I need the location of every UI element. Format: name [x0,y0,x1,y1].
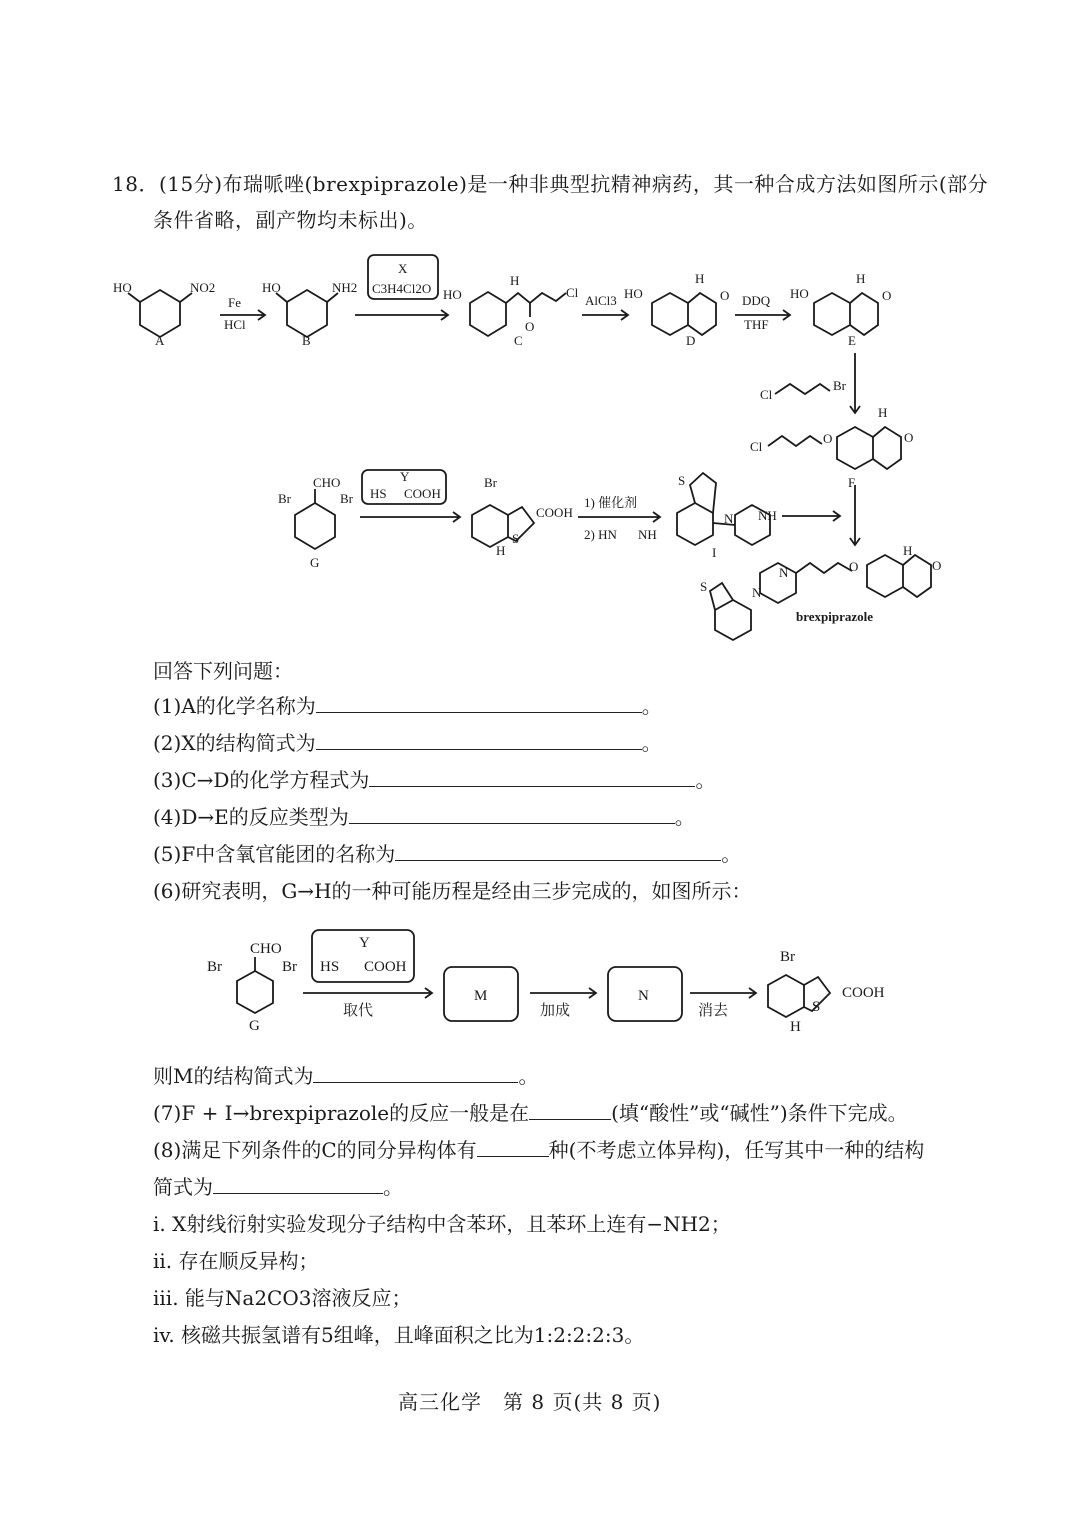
atom-h-e: H [856,271,866,286]
label-brexpiprazole: brexpiprazole [796,609,874,624]
atom-cl-f: Cl [750,439,763,454]
q4-blank[interactable] [349,801,675,824]
q5-blank[interactable] [395,838,721,861]
mech-cooh-y: COOH [364,959,407,975]
atom-ho-d: HO [624,286,643,301]
ring-g [295,503,335,549]
q1 [153,690,662,719]
mech-br-h: Br [780,949,795,965]
answers-intro: 回答下列问题： [153,659,293,683]
atom-cl-reagent: Cl [760,387,773,402]
mech-br2: Br [282,959,297,975]
label-f: F [848,475,856,490]
ring-e [814,293,850,335]
atom-o-d: O [720,288,730,303]
cond-iii: iii. 能与Na2CO3溶液反应； [153,1286,412,1310]
cond-i: i. X射线衍射实验发现分子结构中含苯环，且苯环上连有−NH2； [153,1212,731,1236]
atom-h-product: H [903,543,913,558]
mech-label-g: G [249,1018,260,1034]
mech-ring-h [768,975,804,1017]
mech-label-h: H [790,1019,801,1035]
atom-br-h: Br [484,475,497,490]
mech-y: Y [359,935,370,951]
q1-end: 。 [641,694,662,718]
q4-text: (4)D→E的反应类型为 [153,805,349,829]
atom-no2: NO2 [190,280,216,295]
atom-o-f: O [823,431,833,446]
reagent-x-label: X [398,261,408,276]
reagent-step2-nh: NH [638,527,657,542]
atom-s-product: S [700,579,708,594]
label-a: A [155,333,165,348]
question-line-2: 条件省略，副产物均未标出)。 [153,208,428,232]
q1-blank[interactable] [316,690,642,713]
label-h: H [496,543,506,558]
atom-o2-product: O [932,558,942,573]
atom-cl-c: Cl [566,285,579,300]
atom-ho-c: HO [443,287,462,302]
mech-elim: 消去 [698,1003,729,1019]
reagent-step1: 1) 催化剂 [584,495,638,510]
ring-h [472,505,508,547]
ring-f [837,427,873,469]
atom-br-reagent: Br [833,378,846,393]
atom-o-e: O [882,288,892,303]
mech-add: 加成 [540,1003,571,1019]
q8-line1 [153,1134,924,1163]
q3-end: 。 [695,768,716,792]
q2-blank[interactable] [316,727,642,750]
q4 [153,801,695,830]
atom-n2-product: N [779,565,789,580]
mech-sub: 取代 [343,1003,374,1019]
atom-ho-b: HO [262,280,281,295]
mech-s: S [812,999,821,1015]
ring-c [470,292,506,336]
atom-h-c: H [510,273,520,288]
mech-n: N [638,988,649,1004]
q2-end: 。 [641,731,662,755]
mech-ring-g [237,971,273,1013]
q6-m-blank[interactable] [313,1060,518,1083]
atom-o2-f: O [904,430,914,445]
q6-m-end: 。 [518,1064,539,1088]
cond-iv: iv. 核磁共振氢谱有5组峰，且峰面积之比为1:2:2:2:3。 [153,1323,645,1347]
reagent-y-label: Y [400,469,410,484]
reagent-step2: 2) HN [584,527,617,542]
q8-rest: 种(不考虑立体异构)，任写其中一种的结构 [548,1138,925,1162]
cond-ii: ii. 存在顺反异构； [153,1249,319,1273]
label-g: G [310,555,320,570]
page-footer: 高三化学 第 8 页(共 8 页) [398,1390,662,1414]
atom-o-product: O [849,559,859,574]
label-e: E [848,333,856,348]
atom-n-i: N [724,511,734,526]
question-line-1: 18．(15分)布瑞哌唑(brexpiprazole)是一种非典型抗精神病药，其一种合成方法如图所示(部分 [112,172,989,196]
ring-i [677,503,713,545]
atom-ho-a: HO [113,280,132,295]
atom-nh-i: NH [758,508,777,523]
mech-cooh-h: COOH [842,985,885,1001]
atom-h-f: H [878,405,888,420]
q3-text: (3)C→D的化学方程式为 [153,768,370,792]
atom-br2-g: Br [340,491,353,506]
reagent-thf: THF [744,317,769,332]
q7-text: (7)F + I→brexpiprazole的反应一般是在 [153,1101,530,1125]
mech-br1: Br [207,959,222,975]
synthesis-scheme [0,245,1080,645]
q6-m [153,1060,538,1089]
mech-cho: CHO [250,941,282,957]
label-c: C [514,333,523,348]
q8-count-blank[interactable] [477,1134,549,1157]
q6-m-text: 则M的结构简式为 [153,1064,314,1088]
ring-b [287,290,327,337]
ring-product-1 [715,600,751,640]
q8-line2 [153,1171,403,1200]
q2 [153,727,662,756]
mech-hs: HS [320,959,340,975]
q7-rest: (填“酸性”或“碱性”)条件下完成。 [611,1101,908,1125]
q6-text: (6)研究表明，G→H的一种可能历程是经由三步完成的，如图所示： [153,879,752,903]
atom-s-h: S [512,531,520,546]
mech-m: M [474,988,488,1004]
label-b: B [302,333,311,348]
q7-blank[interactable] [529,1097,611,1120]
q5 [153,838,741,867]
atom-cho-g: CHO [313,475,341,490]
q3 [153,764,715,793]
q4-end: 。 [674,805,695,829]
q8-text: (8)满足下列条件的C的同分异构体有 [153,1138,477,1162]
q8-end: 。 [383,1175,403,1199]
reagent-x-formula: C3H4Cl2O [372,281,432,296]
reagent-hcl: HCl [224,317,246,332]
atom-cooh-h: COOH [536,505,573,520]
atom-o-c: O [525,319,535,334]
atom-nh2: NH2 [332,280,358,295]
atom-br1-g: Br [278,491,291,506]
reagent-alcl3: AlCl3 [585,293,617,308]
reagent-ddq: DDQ [742,293,771,308]
reagent-y-hs: HS [370,486,387,501]
reagent-fe: Fe [228,295,241,310]
atom-ho-e: HO [790,286,809,301]
reagent-y-cooh: COOH [404,486,441,501]
label-i: I [712,545,717,560]
q3-blank[interactable] [369,764,695,787]
q1-text: (1)A的化学名称为 [153,694,316,718]
atom-h-d: H [695,271,705,286]
q8-structure-blank[interactable] [213,1171,383,1194]
q5-text: (5)F中含氧官能团的名称为 [153,842,396,866]
label-d: D [686,333,696,348]
q8-l2-text: 简式为 [153,1175,213,1199]
atom-n1-product: N [752,585,762,600]
ring-d [652,293,688,335]
q5-end: 。 [721,842,742,866]
ring-a [140,290,180,337]
q2-text: (2)X的结构简式为 [153,731,316,755]
atom-s-i: S [678,473,686,488]
ring-product-2 [867,555,903,597]
mechanism-diagram [0,925,1080,1040]
q7 [153,1097,908,1126]
